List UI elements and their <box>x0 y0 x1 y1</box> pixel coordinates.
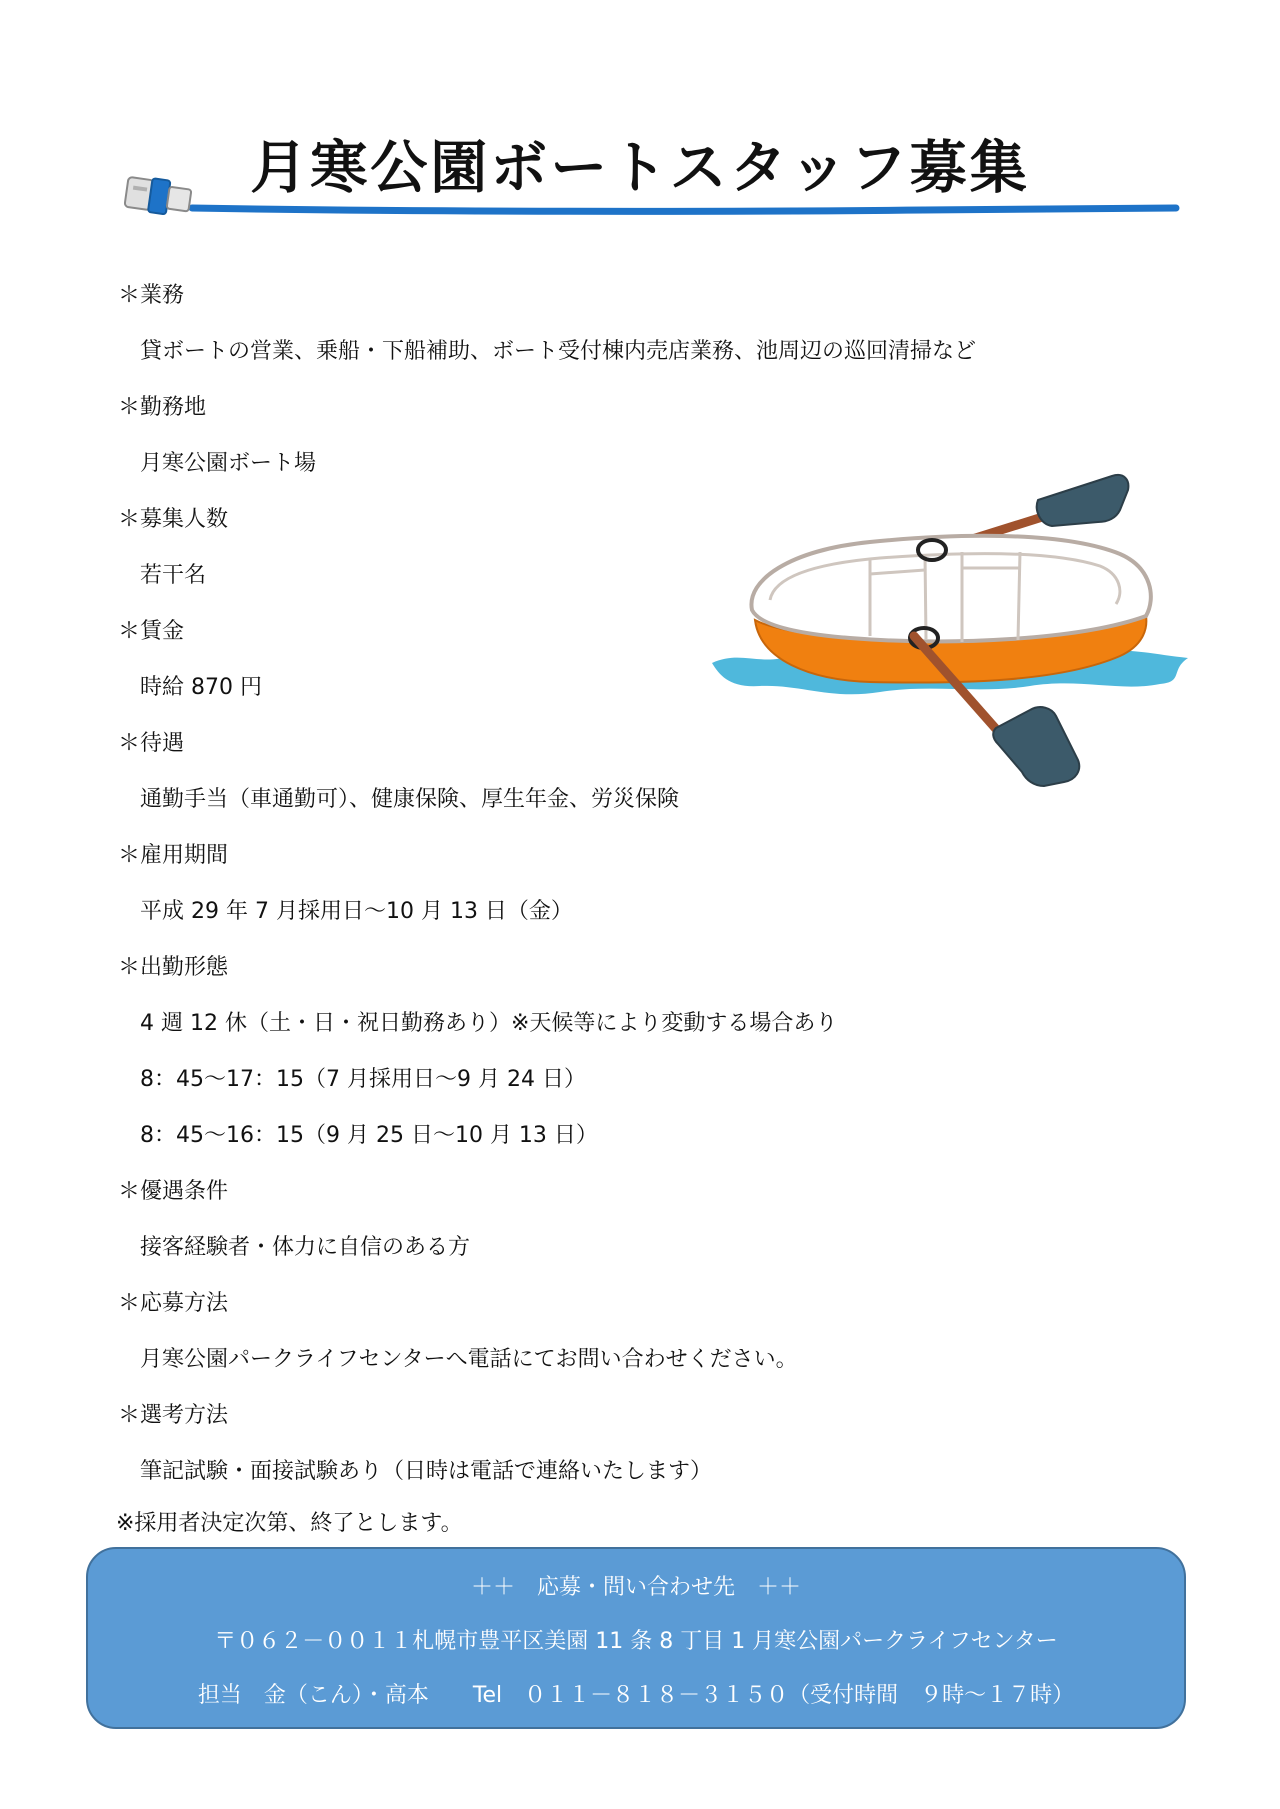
section-heading: ＊募集人数 <box>118 507 229 532</box>
section-heading: ＊勤務地 <box>118 395 207 420</box>
section-heading: ＊選考方法 <box>118 1403 229 1428</box>
section-duties <box>118 268 1178 380</box>
section-openings <box>118 492 1178 604</box>
contact-person-phone: 担当 金（こん）・高本 Tel ０１１－８１８－３１５０（受付時間 ９時～１７時） <box>197 1683 1075 1708</box>
section-location <box>118 380 1178 492</box>
section-benefits <box>118 716 1178 828</box>
job-details <box>118 268 1178 1500</box>
section-heading: ＊優遇条件 <box>118 1179 229 1204</box>
section-text: 通勤手当（車通勤可）、健康保険、厚生年金、労災保険 <box>140 787 680 812</box>
section-heading: ＊応募方法 <box>118 1291 229 1316</box>
section-text: 4 週 12 休（土・日・祝日勤務あり）※天候等により変動する場合あり <box>140 1011 838 1036</box>
section-text: 接客経験者・体力に自信のある方 <box>140 1235 471 1260</box>
section-text: 月寒公園パークライフセンターへ電話にてお問い合わせください。 <box>140 1347 798 1372</box>
section-heading: ＊雇用期間 <box>118 843 229 868</box>
contact-address: 〒０６２－００１１札幌市豊平区美園 11 条 8 丁目 1 月寒公園パークライフセンター <box>214 1629 1058 1654</box>
section-heading: ＊賃金 <box>118 619 185 644</box>
page-title: 月寒公園ボートスタッフ募集 <box>250 135 1030 201</box>
contact-box <box>86 1547 1186 1729</box>
section-wage <box>118 604 1178 716</box>
section-text: 8：45～17：15（7 月採用日～9 月 24 日） <box>140 1067 586 1092</box>
section-text: 時給 870 円 <box>140 675 262 700</box>
section-text: 若干名 <box>140 563 207 588</box>
section-heading: ＊業務 <box>118 283 185 308</box>
section-text: 8：45～16：15（9 月 25 日～10 月 13 日） <box>140 1123 598 1148</box>
section-text: 平成 29 年 7 月採用日～10 月 13 日（金） <box>140 899 573 924</box>
section-text: 筆記試験・面接試験あり（日時は電話で連絡いたします） <box>140 1459 713 1484</box>
contact-heading: ＋＋ 応募・問い合わせ先 ＋＋ <box>470 1575 801 1600</box>
section-heading: ＊待遇 <box>118 731 185 756</box>
section-employment-period <box>118 828 1178 940</box>
section-text: 貸ボートの営業、乗船・下船補助、ボート受付棟内売店業務、池周辺の巡回清掃など <box>140 339 977 364</box>
hose-nozzle-icon <box>124 168 1180 224</box>
section-preferred <box>118 1164 1178 1276</box>
section-selection <box>118 1388 1178 1500</box>
section-heading: ＊出勤形態 <box>118 955 229 980</box>
section-how-to-apply <box>118 1276 1178 1388</box>
section-work-schedule <box>118 940 1178 1164</box>
closing-note: ※採用者決定次第、終了とします。 <box>116 1511 463 1536</box>
section-text: 月寒公園ボート場 <box>140 451 317 476</box>
